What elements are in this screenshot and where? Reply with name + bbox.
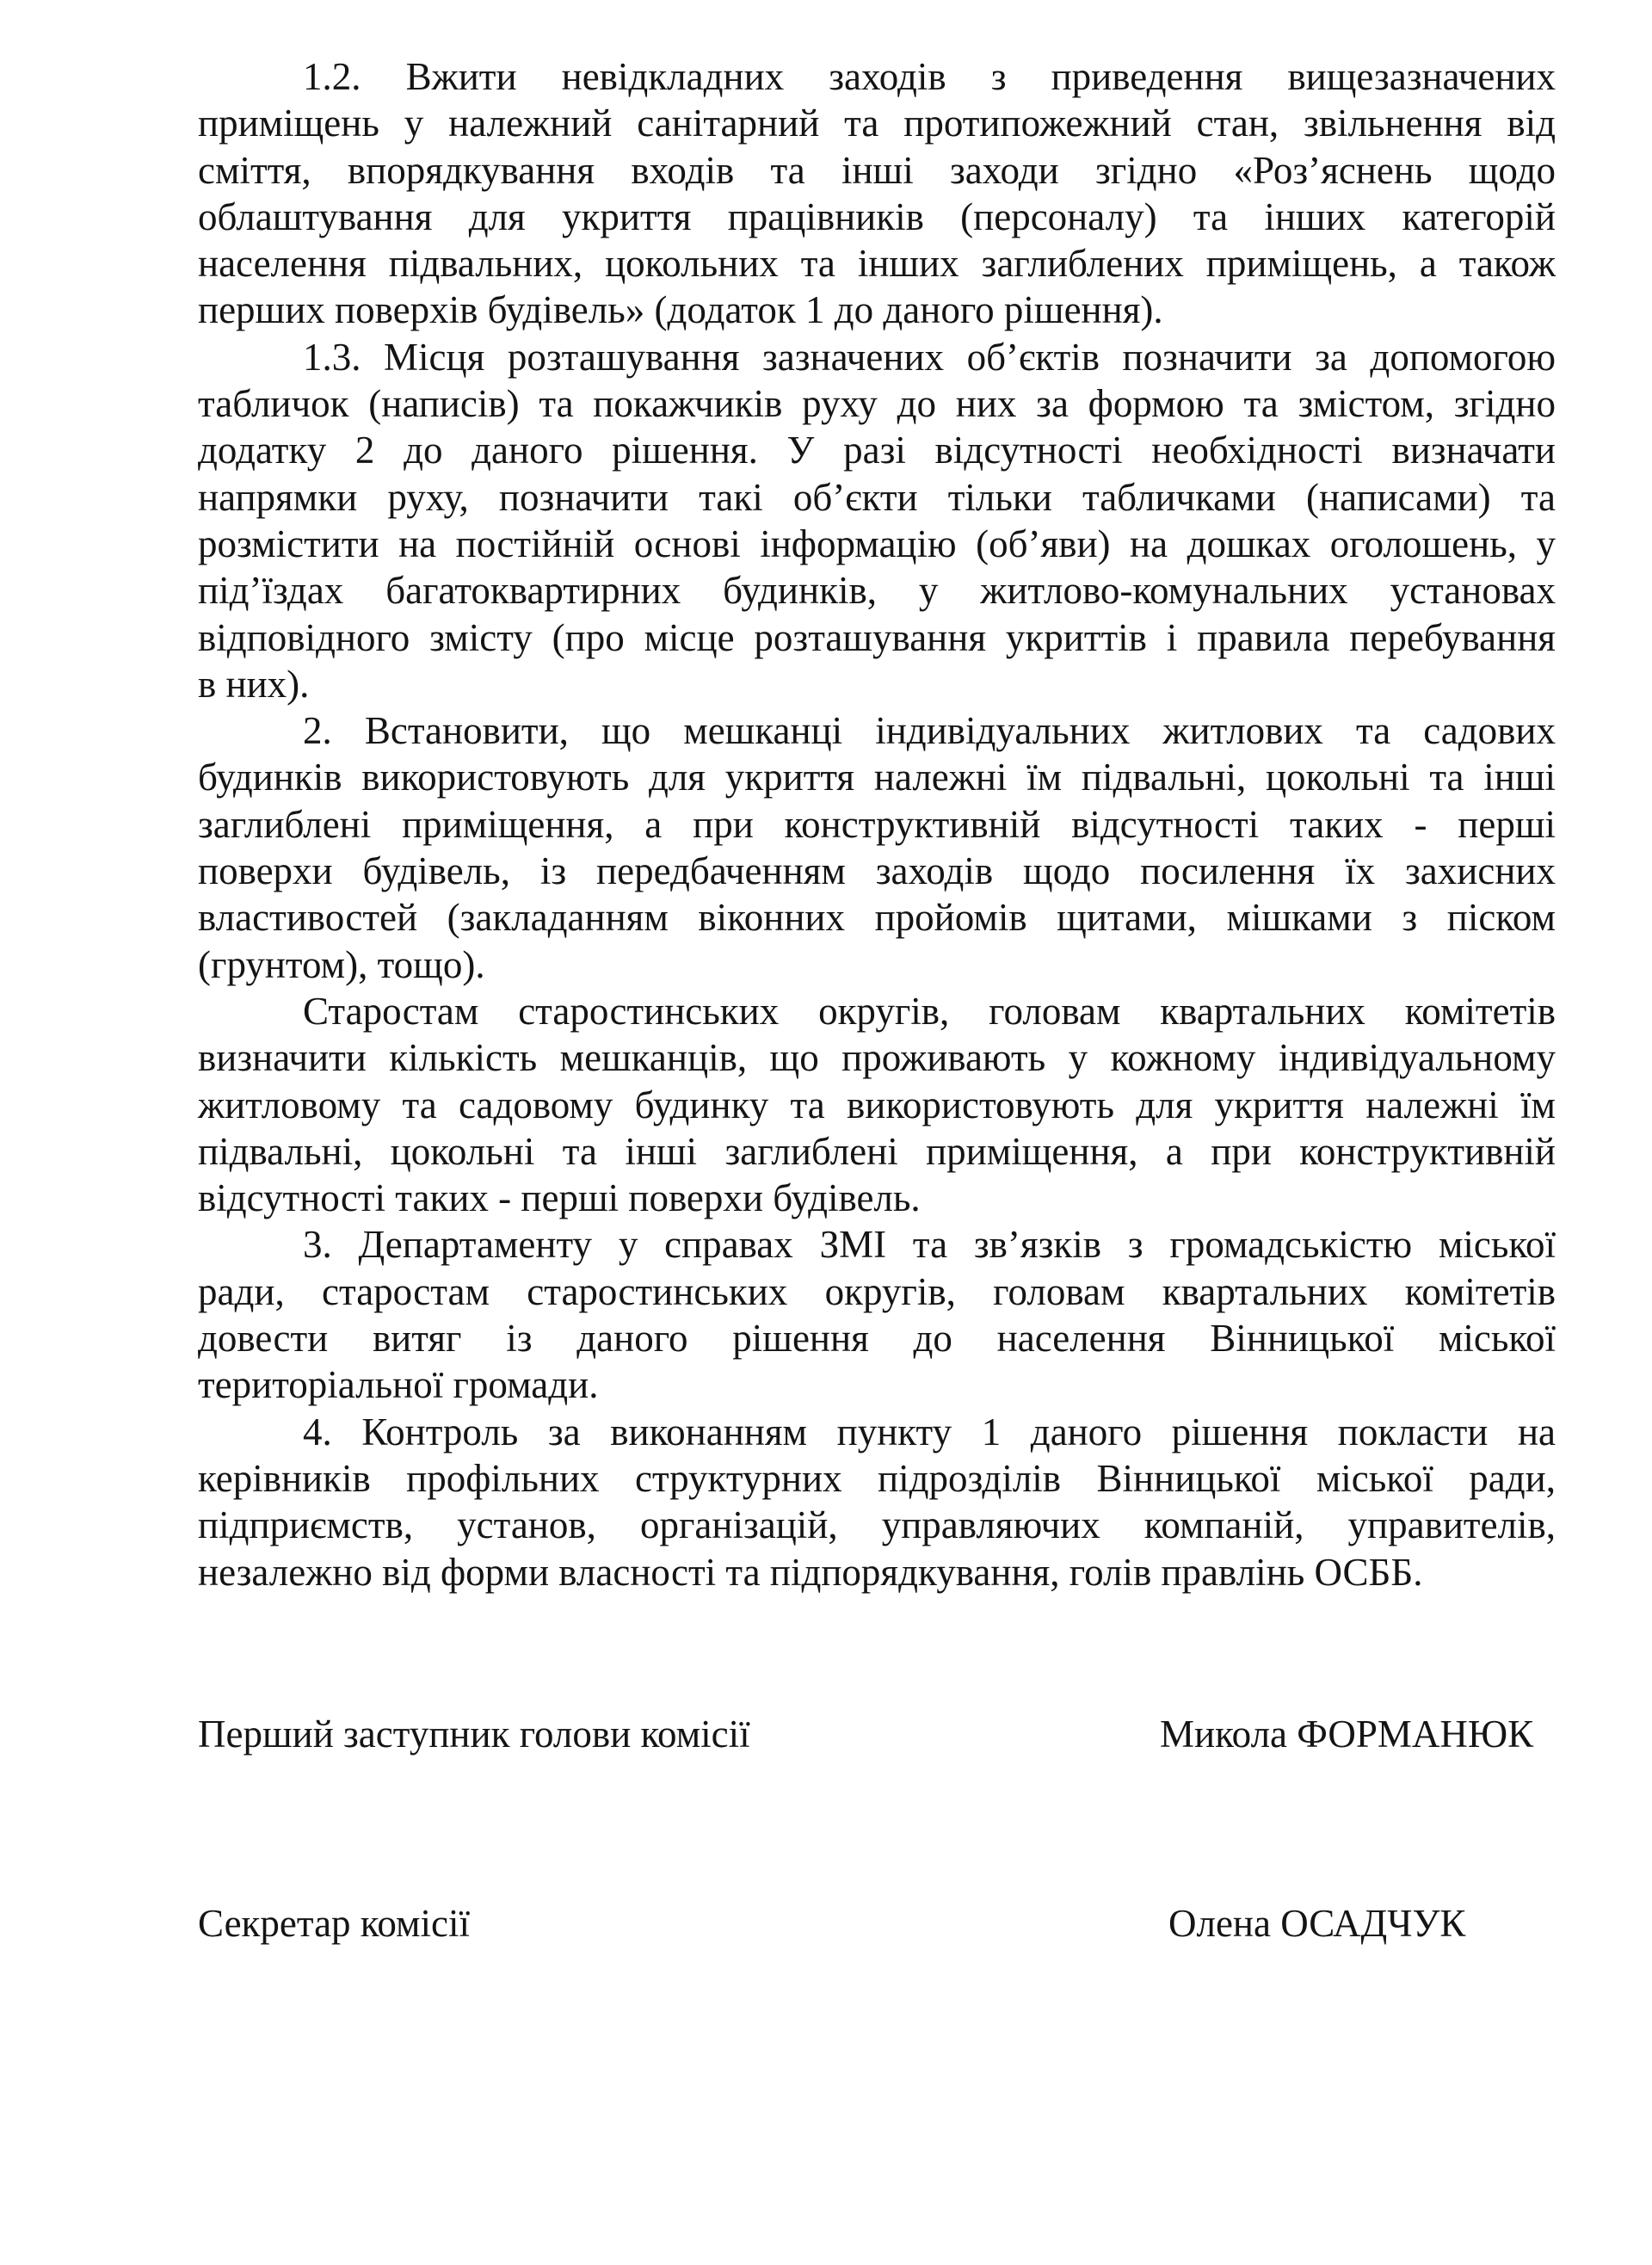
text-line: ради, старостам старостинських округів, головам квартальних комітетів — [198, 1269, 1556, 1313]
signature-name: Микола ФОРМАНЮК — [1160, 1713, 1534, 1756]
text-line: відповідного змісту (про місце розташування укриттів і правила перебування — [198, 615, 1556, 659]
paragraph-1-2 — [198, 53, 1556, 334]
text-line: територіальної громади. — [198, 1363, 599, 1407]
text-line: 2. Встановити, що мешканці індивідуальних житлових та садових — [303, 709, 1556, 753]
text-line: заглиблені приміщення, а при конструктивній відсутності таких - перші — [198, 802, 1556, 846]
text-line: напрямки руху, позначити такі об’єкти тільки табличками (написами) та — [198, 475, 1556, 519]
text-line: визначити кількість мешканців, що проживають у кожному індивідуальному — [198, 1036, 1556, 1080]
text-line: сміття, впорядкування входів та інші заходи згідно «Роз’яснень щодо — [198, 148, 1556, 192]
text-line: розмістити на постійній основі інформацію (об’яви) на дошках оголошень, у — [198, 522, 1556, 565]
signature-name: Олена ОСАДЧУК — [1168, 1902, 1466, 1945]
text-line: облаштування для укриття працівників (персоналу) та інших категорій — [198, 194, 1556, 238]
text-line: 4. Контроль за виконанням пункту 1 даного рішення покласти на — [303, 1410, 1556, 1453]
signature-role: Секретар комісії — [198, 1902, 470, 1945]
text-line: додатку 2 до даного рішення. У разі відсутності необхідності визначати — [198, 429, 1556, 472]
signature-first-deputy — [198, 1711, 1556, 1757]
text-line: поверхи будівель, із передбаченням заходів щодо посилення їх захисних — [198, 849, 1556, 893]
text-line: 1.3. Місця розташування зазначених об’єктів позначити за допомогою — [303, 335, 1556, 379]
text-line: властивостей (закладанням віконних пройомів щитами, мішками з піском — [198, 896, 1556, 940]
text-line: населення підвальних, цокольних та інших заглиблених приміщень, а також — [198, 242, 1556, 286]
signature-secretary — [198, 1900, 1556, 1947]
paragraph-2 — [198, 707, 1556, 988]
text-line: довести витяг із даного рішення до населення Вінницької міської — [198, 1317, 1556, 1361]
text-line: будинків використовують для укриття належні їм підвальні, цокольні та інші — [198, 756, 1556, 799]
text-line: керівників профільних структурних підрозділів Вінницької міської ради, — [198, 1456, 1556, 1500]
text-line: в них). — [198, 662, 310, 706]
text-line: підвальні, цокольні та інші заглиблені приміщення, а при конструктивній — [198, 1129, 1556, 1173]
text-line: приміщень у належний санітарний та протипожежний стан, звільнення від — [198, 102, 1556, 145]
paragraph-4 — [198, 1409, 1556, 1595]
signature-role: Перший заступник голови комісії — [198, 1713, 750, 1756]
text-line: перших поверхів будівель» (додаток 1 до даного рішення). — [198, 288, 1163, 332]
text-line: (грунтом), тощо). — [198, 942, 485, 986]
paragraph-1-3 — [198, 334, 1556, 707]
text-line: незалежно від форми власності та підпорядкування, голів правлінь ОСББ. — [198, 1550, 1423, 1594]
document-body — [198, 53, 1556, 1595]
text-line: житловому та садовому будинку та використовують для укриття належні їм — [198, 1083, 1556, 1126]
text-line: табличок (написів) та покажчиків руху до них за формою та змістом, згідно — [198, 382, 1556, 426]
text-line: 1.2. Вжити невідкладних заходів з приведення вищезазначених — [303, 55, 1556, 98]
text-line: 3. Департаменту у справах ЗМІ та зв’язків з громадськістю міської — [303, 1223, 1556, 1267]
paragraph-3 — [198, 1221, 1556, 1408]
text-line: під’їздах багатоквартирних будинків, у житлово-комунальних установах — [198, 569, 1556, 613]
text-line: Старостам старостинських округів, головам квартальних комітетів — [303, 989, 1556, 1033]
text-line: підприємств, установ, організацій, управляючих компаній, управителів, — [198, 1503, 1556, 1547]
text-line: відсутності таких - перші поверхи будівель. — [198, 1176, 921, 1220]
paragraph-starosty — [198, 988, 1556, 1221]
